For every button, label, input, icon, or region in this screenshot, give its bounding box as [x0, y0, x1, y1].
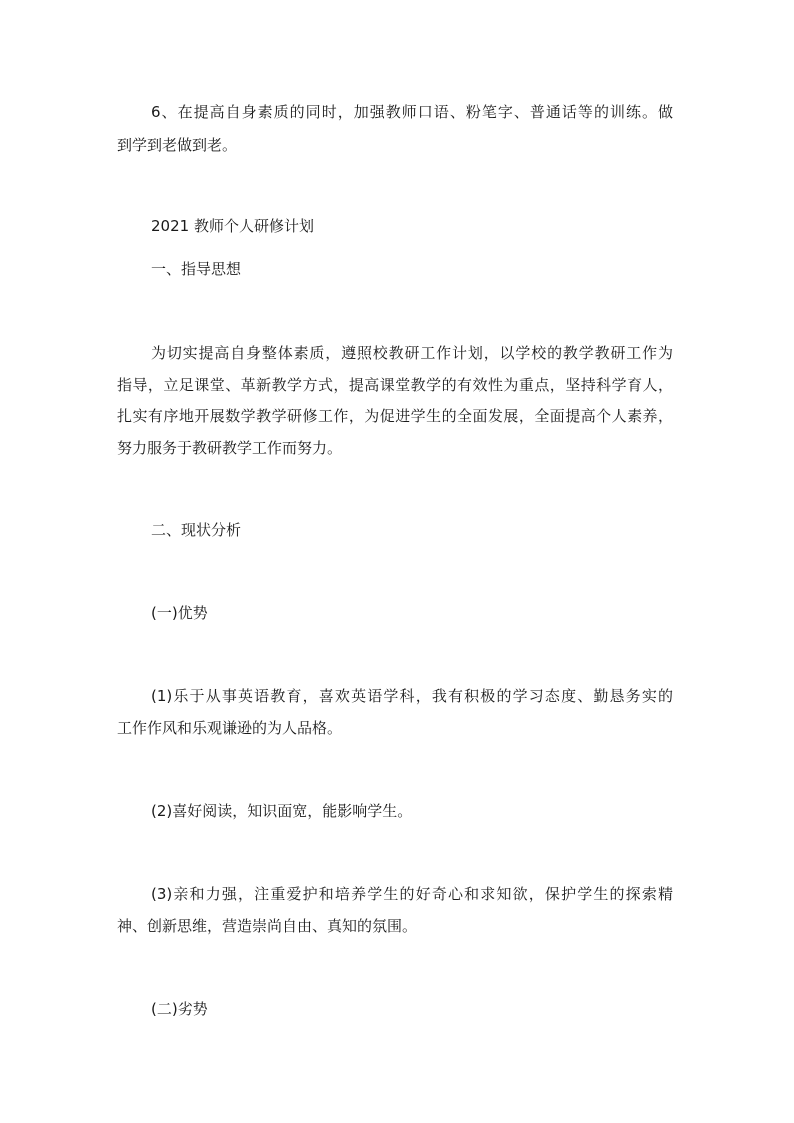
subheading-disadvantages: (二)劣势: [151, 1000, 208, 1018]
section-heading-guiding-thought: 一、指导思想: [151, 260, 242, 278]
plan-title: 2021 教师个人研修计划: [151, 217, 314, 235]
paragraph-guiding-line4: 努力服务于教研教学工作而努力。: [117, 439, 343, 457]
section-heading-status-analysis: 二、现状分析: [151, 521, 242, 539]
paragraph-guiding-line2: 指导，立足课堂、革新教学方式，提高课堂教学的有效性为重点，坚持科学育人，: [117, 376, 673, 394]
paragraph-guiding-line3: 扎实有序地开展数学教学研修工作，为促进学生的全面发展，全面提高个人素养，: [117, 407, 673, 425]
paragraph-advantage1-line2: 工作作风和乐观谦逊的为人品格。: [117, 719, 343, 737]
subheading-advantages: (一)优势: [151, 604, 208, 622]
paragraph-advantage3-line1: (3)亲和力强，注重爱护和培养学生的好奇心和求知欲，保护学生的探索精: [151, 885, 673, 903]
paragraph-guiding-line1: 为切实提高自身整体素质，遵照校教研工作计划，以学校的教学教研工作为: [151, 344, 673, 362]
paragraph-advantage3-line2: 神、创新思维，营造崇尚自由、真知的氛围。: [117, 917, 418, 935]
paragraph-item6-line1: 6、在提高自身素质的同时，加强教师口语、粉笔字、普通话等的训练。做: [151, 103, 673, 121]
paragraph-advantage2: (2)喜好阅读，知识面宽，能影响学生。: [151, 802, 413, 820]
paragraph-advantage1-line1: (1)乐于从事英语教育，喜欢英语学科，我有积极的学习态度、勤恳务实的: [151, 687, 673, 705]
paragraph-item6-line2: 到学到老做到老。: [117, 136, 238, 154]
